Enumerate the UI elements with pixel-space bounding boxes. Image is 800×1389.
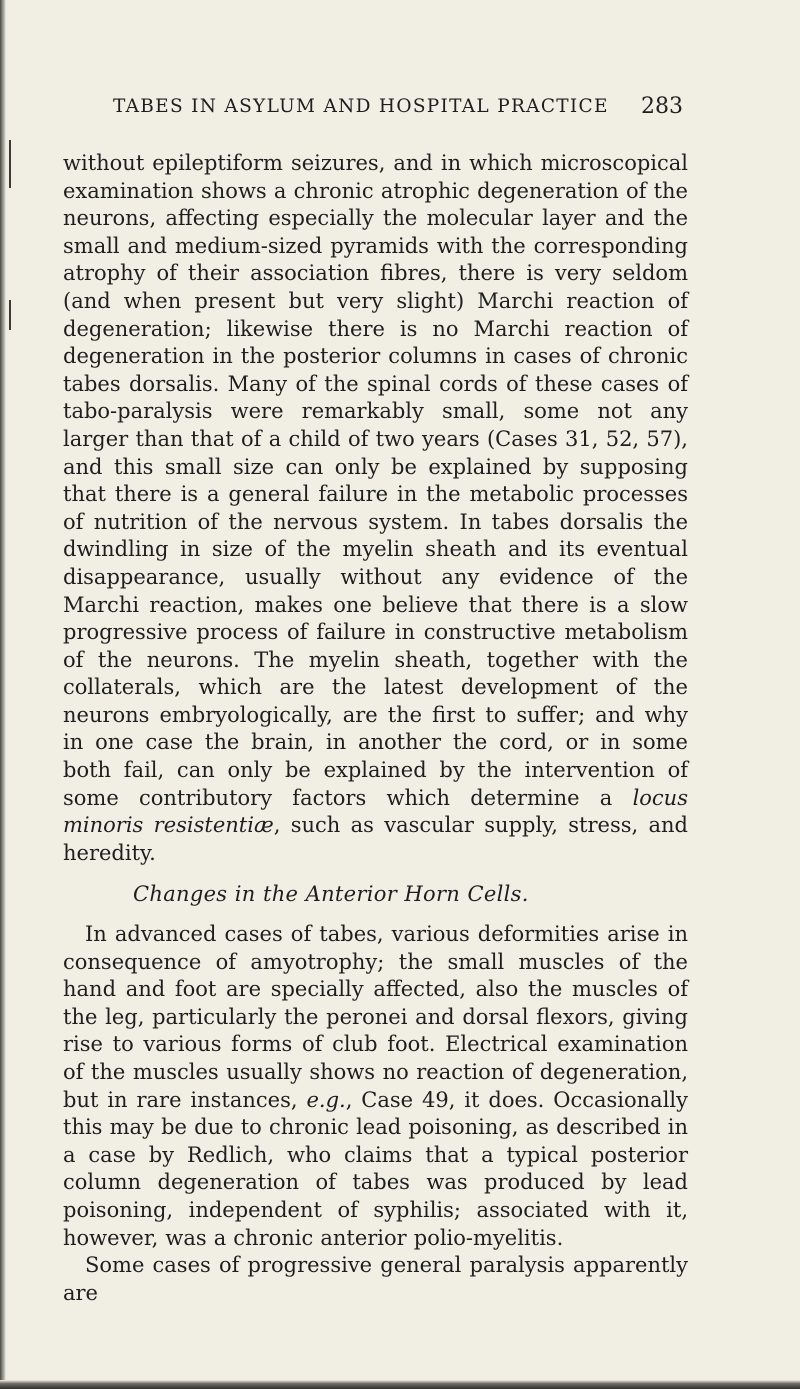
- section-heading: Changes in the Anterior Horn Cells.: [133, 882, 529, 907]
- paragraph: In advanced cases of tabes, various deformities arise in consequence of amyotrophy; the small muscles of the hand and foot are specially affected, also the muscles of the leg, particularly the peronei and dorsal flexors, giving rise to various forms of club foot. Electrical examination of the muscles usually shows no reaction of degeneration, but in rare instances, e.g., Case 49, it does. Occasionally this may be due to chronic lead poisoning, as described in a case by Redlich, who claims that a typical posterior column degeneration of tabes was produced by lead poisoning, independent of syphilis; associated with it, however, was a chronic anterior polio-myelitis.: [63, 922, 688, 1250]
- italic-phrase: e.g.: [306, 1087, 346, 1112]
- italic-phrase: locus minoris resistentiæ: [63, 785, 688, 838]
- page-number: 283: [641, 94, 683, 119]
- paragraph: Some cases of progressive general paralysis apparently are: [63, 1253, 688, 1305]
- margin-mark: [9, 140, 11, 188]
- margin-mark: [9, 300, 11, 330]
- page-body: [63, 150, 688, 1307]
- running-header: TABES IN ASYLUM AND HOSPITAL PRACTICE: [113, 96, 609, 117]
- page-binding-edge: [0, 0, 6, 1389]
- page-bottom-edge: [0, 1380, 800, 1389]
- paragraph: without epileptiform seizures, and in which microscopical examination shows a chronic atrophic degeneration of the neurons, affecting especially the molecular layer and the small and medium-sized pyramids with the corresponding atrophy of their association fibres, there is very seldom (and when present but very slight) Marchi reaction of degeneration; likewise there is no Marchi reaction of degeneration in the posterior columns in cases of chronic tabes dorsalis. Many of the spinal cords of these cases of tabo-paralysis were remarkably small, some not any larger than that of a child of two years (Cases 31, 52, 57), and this small size can only be explained by supposing that there is a general failure in the metabolic processes of nutrition of the nervous system. In tabes dorsalis the dwindling in size of the myelin sheath and its eventual disappearance, usually without any evidence of the Marchi reaction, makes one believe that there is a slow progressive process of failure in constructive metabolism of the neurons. The myelin sheath, together with the collaterals, which are the latest development of the neurons embryologically, are the first to suffer; and why in one case the brain, in another the cord, or in some both fail, can only be explained by the intervention of some contributory factors which determine a locus minoris resistentiæ, such as vascular supply, stress, and heredity.: [63, 151, 688, 865]
